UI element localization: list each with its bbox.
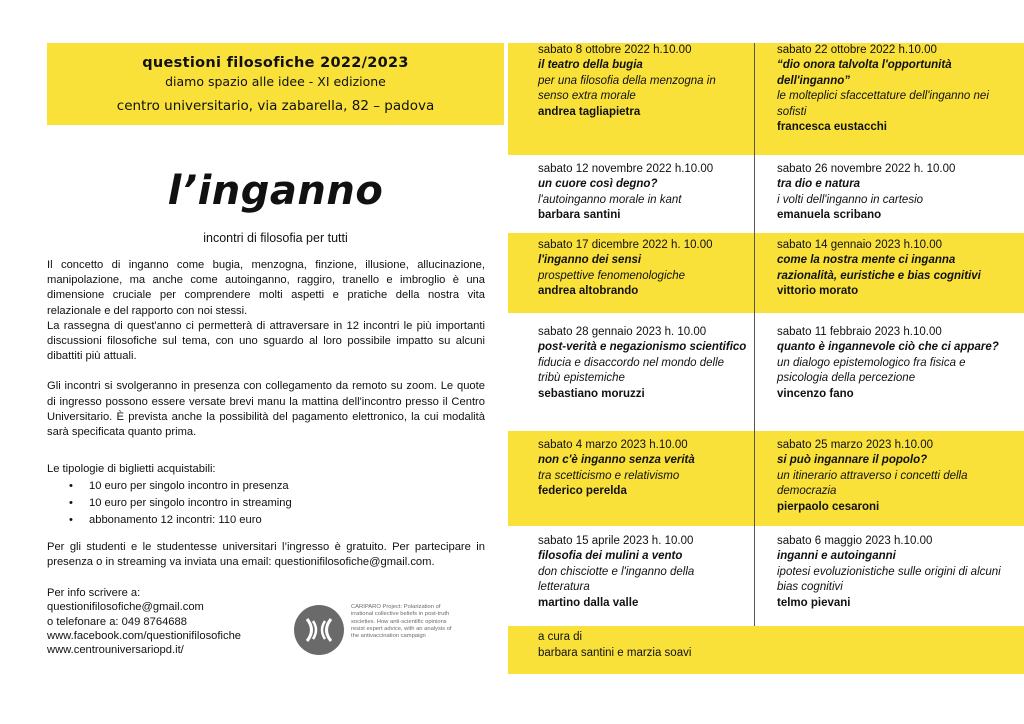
event-title: inganni e autoinganni — [777, 550, 896, 563]
list-item: • abbonamento 12 incontri: 110 euro — [89, 512, 485, 529]
event-title: si può ingannare il popolo? — [777, 454, 928, 467]
event-cell — [508, 431, 754, 526]
list-item: • 10 euro per singolo incontro in presenza — [89, 478, 485, 495]
event-title: quanto è ingannevole ciò che ci appare? — [777, 341, 999, 354]
phone-line: o telefonare a: 049 8764688 — [47, 615, 187, 628]
event-speaker: pierpaolo cesaroni — [777, 500, 880, 513]
students-note: Per gli studenti e le studentesse universitari l’ingresso è gratuito. Per partecipare in presenza o in streaming va inviata una email: questionifilosofiche@gmail.com. — [47, 541, 485, 569]
contact-info — [47, 586, 297, 657]
cariparo-logo-icon — [294, 605, 344, 655]
page-subtitle: incontri di filosofia per tutti — [203, 231, 348, 245]
program-row — [508, 155, 1024, 233]
header-banner — [47, 43, 504, 125]
event-speaker: federico perelda — [538, 485, 627, 498]
facebook-link[interactable]: www.facebook.com/questionifilosofiche — [47, 629, 242, 642]
event-date: sabato 17 dicembre 2022 h. 10.00 — [538, 239, 713, 251]
event-title: l'inganno dei sensi — [538, 254, 642, 267]
event-subtitle: don chisciotte e l'inganno della letteratura — [538, 565, 695, 594]
event-date: sabato 25 marzo 2023 h.10.00 — [777, 439, 934, 451]
curators-label: a cura di — [538, 631, 583, 643]
event-subtitle: ipotesi evoluzionistiche sulle origini di alcuni bias cognitivi — [777, 565, 1001, 594]
tickets-list — [47, 478, 485, 529]
event-title: non c'è inganno senza verità — [538, 454, 695, 467]
event-title: il teatro della bugia — [538, 59, 643, 72]
event-date: sabato 22 ottobre 2022 h.10.00 — [777, 44, 937, 56]
event-title: come la nostra mente ci inganna — [777, 254, 956, 267]
event-subtitle: tra scetticismo e relativismo — [538, 469, 680, 482]
page-title: l’inganno — [167, 168, 384, 214]
event-cell — [508, 43, 754, 155]
program-grid — [508, 43, 1024, 626]
contact-heading: Per info scrivere a: — [47, 587, 141, 599]
event-speaker: francesca eustacchi — [777, 121, 887, 134]
intro-paragraph: La rassegna di quest'anno ci permetterà di attraversare in 12 incontri le più importanti discussioni filosofiche sul tema, con uno sguardo al loro possibile impatto su alcuni dibattiti più attuali. — [47, 319, 485, 363]
venue-address: centro universitario, via zabarella, 82 – padova — [116, 98, 435, 114]
event-date: sabato 4 marzo 2023 h.10.00 — [538, 439, 688, 451]
event-cell — [754, 155, 1024, 233]
intro-paragraph: Il concetto di inganno come bugia, menzogna, finzione, illusione, allucinazione, manipolazione, ma anche come autoinganno, raggiro, tranello e imbroglio è una dimensione cruciale per comprendere molti aspetti e pratiche della nostra vita relazionale e del rapporto con noi stessi. — [47, 259, 485, 317]
event-subtitle: prospettive fenomenologiche — [538, 269, 686, 282]
event-cell — [508, 233, 754, 313]
event-subtitle: razionalità, euristiche e bias cognitivi — [777, 269, 981, 282]
event-title: tra dio e natura — [777, 178, 861, 191]
event-speaker: vittorio morato — [777, 285, 859, 298]
tickets-section — [47, 461, 485, 529]
logo-caption: CARIPARO Project: Polarization of irrational collective beliefs in post-truth societies. How anti-scientific opinions resist expert advice, with an analysis of the antivaccination campaign — [351, 604, 452, 640]
event-speaker: vincenzo fano — [777, 387, 854, 400]
event-date: sabato 14 gennaio 2023 h.10.00 — [777, 239, 942, 251]
event-speaker: andrea altobrando — [538, 285, 639, 298]
website-link[interactable]: www.centrouniversariopd.it/ — [47, 644, 184, 657]
event-subtitle: un itinerario attraverso i concetti della democrazia — [777, 469, 968, 498]
event-speaker: martino dalla valle — [538, 596, 639, 609]
event-subtitle: le molteplici sfaccettature dell'inganno nei sofisti — [777, 90, 989, 118]
event-subtitle: i volti dell'inganno in cartesio — [777, 193, 924, 206]
program-row — [508, 233, 1024, 313]
program-row — [508, 313, 1024, 431]
curators-footer — [508, 626, 1024, 674]
event-speaker: telmo pievani — [777, 596, 851, 609]
event-date: sabato 8 ottobre 2022 h.10.00 — [538, 44, 692, 56]
event-subtitle: l'autoinganno morale in kant — [538, 193, 682, 206]
event-cell — [754, 233, 1024, 313]
series-title: questioni filosofiche 2022/2023 — [142, 55, 409, 71]
cariparo-logo — [294, 605, 344, 655]
intro-text — [47, 258, 485, 440]
event-title: post-verità e negazionismo scientifico — [538, 341, 747, 354]
event-subtitle: per una filosofia della menzogna in senso extra morale — [538, 74, 716, 103]
event-date: sabato 28 gennaio 2023 h. 10.00 — [538, 326, 707, 338]
event-speaker: emanuela scribano — [777, 209, 882, 222]
intro-paragraph: Gli incontri si svolgeranno in presenza con collegamento da remoto su zoom. Le quote di ingresso possono essere versate brevi manu la mattina dell'incontro presso il Centro Universitario. È prevista anche la possibilità del pagamento elettronico, la cui modalità sarà specificata quanto prima. — [47, 380, 485, 439]
event-subtitle: fiducia e disaccordo nel mondo delle tribù epistemiche — [538, 356, 725, 385]
event-date: sabato 6 maggio 2023 h.10.00 — [777, 535, 933, 547]
event-cell — [754, 526, 1024, 626]
email-link[interactable]: questionifilosofiche@gmail.com — [47, 601, 204, 614]
edition-line: diamo spazio alle idee - XI edizione — [165, 74, 386, 89]
event-date: sabato 26 novembre 2022 h. 10.00 — [777, 163, 956, 175]
list-item: • 10 euro per singolo incontro in streaming — [89, 495, 485, 512]
event-speaker: sebastiano moruzzi — [538, 387, 645, 400]
event-title: “dio onora talvolta l'opportunità dell'inganno” — [777, 59, 952, 87]
event-cell — [754, 313, 1024, 431]
program-row — [508, 43, 1024, 155]
event-title: un cuore così degno? — [538, 178, 658, 191]
event-date: sabato 15 aprile 2023 h. 10.00 — [538, 535, 694, 547]
event-cell — [508, 526, 754, 626]
event-speaker: barbara santini — [538, 209, 621, 222]
program-row — [508, 526, 1024, 626]
event-cell — [508, 313, 754, 431]
tickets-heading: Le tipologie di biglietti acquistabili: — [47, 463, 216, 475]
event-subtitle: un dialogo epistemologico fra fisica e psicologia della percezione — [777, 356, 966, 385]
event-date: sabato 12 novembre 2022 h.10.00 — [538, 163, 714, 175]
program-row — [508, 431, 1024, 526]
event-date: sabato 11 febbraio 2023 h.10.00 — [777, 326, 942, 338]
event-speaker: andrea tagliapietra — [538, 105, 641, 118]
event-cell — [754, 431, 1024, 526]
event-cell — [754, 43, 1024, 155]
event-cell — [508, 155, 754, 233]
event-title: filosofia dei mulini a vento — [538, 550, 683, 563]
curators-names: barbara santini e marzia soavi — [538, 647, 692, 659]
